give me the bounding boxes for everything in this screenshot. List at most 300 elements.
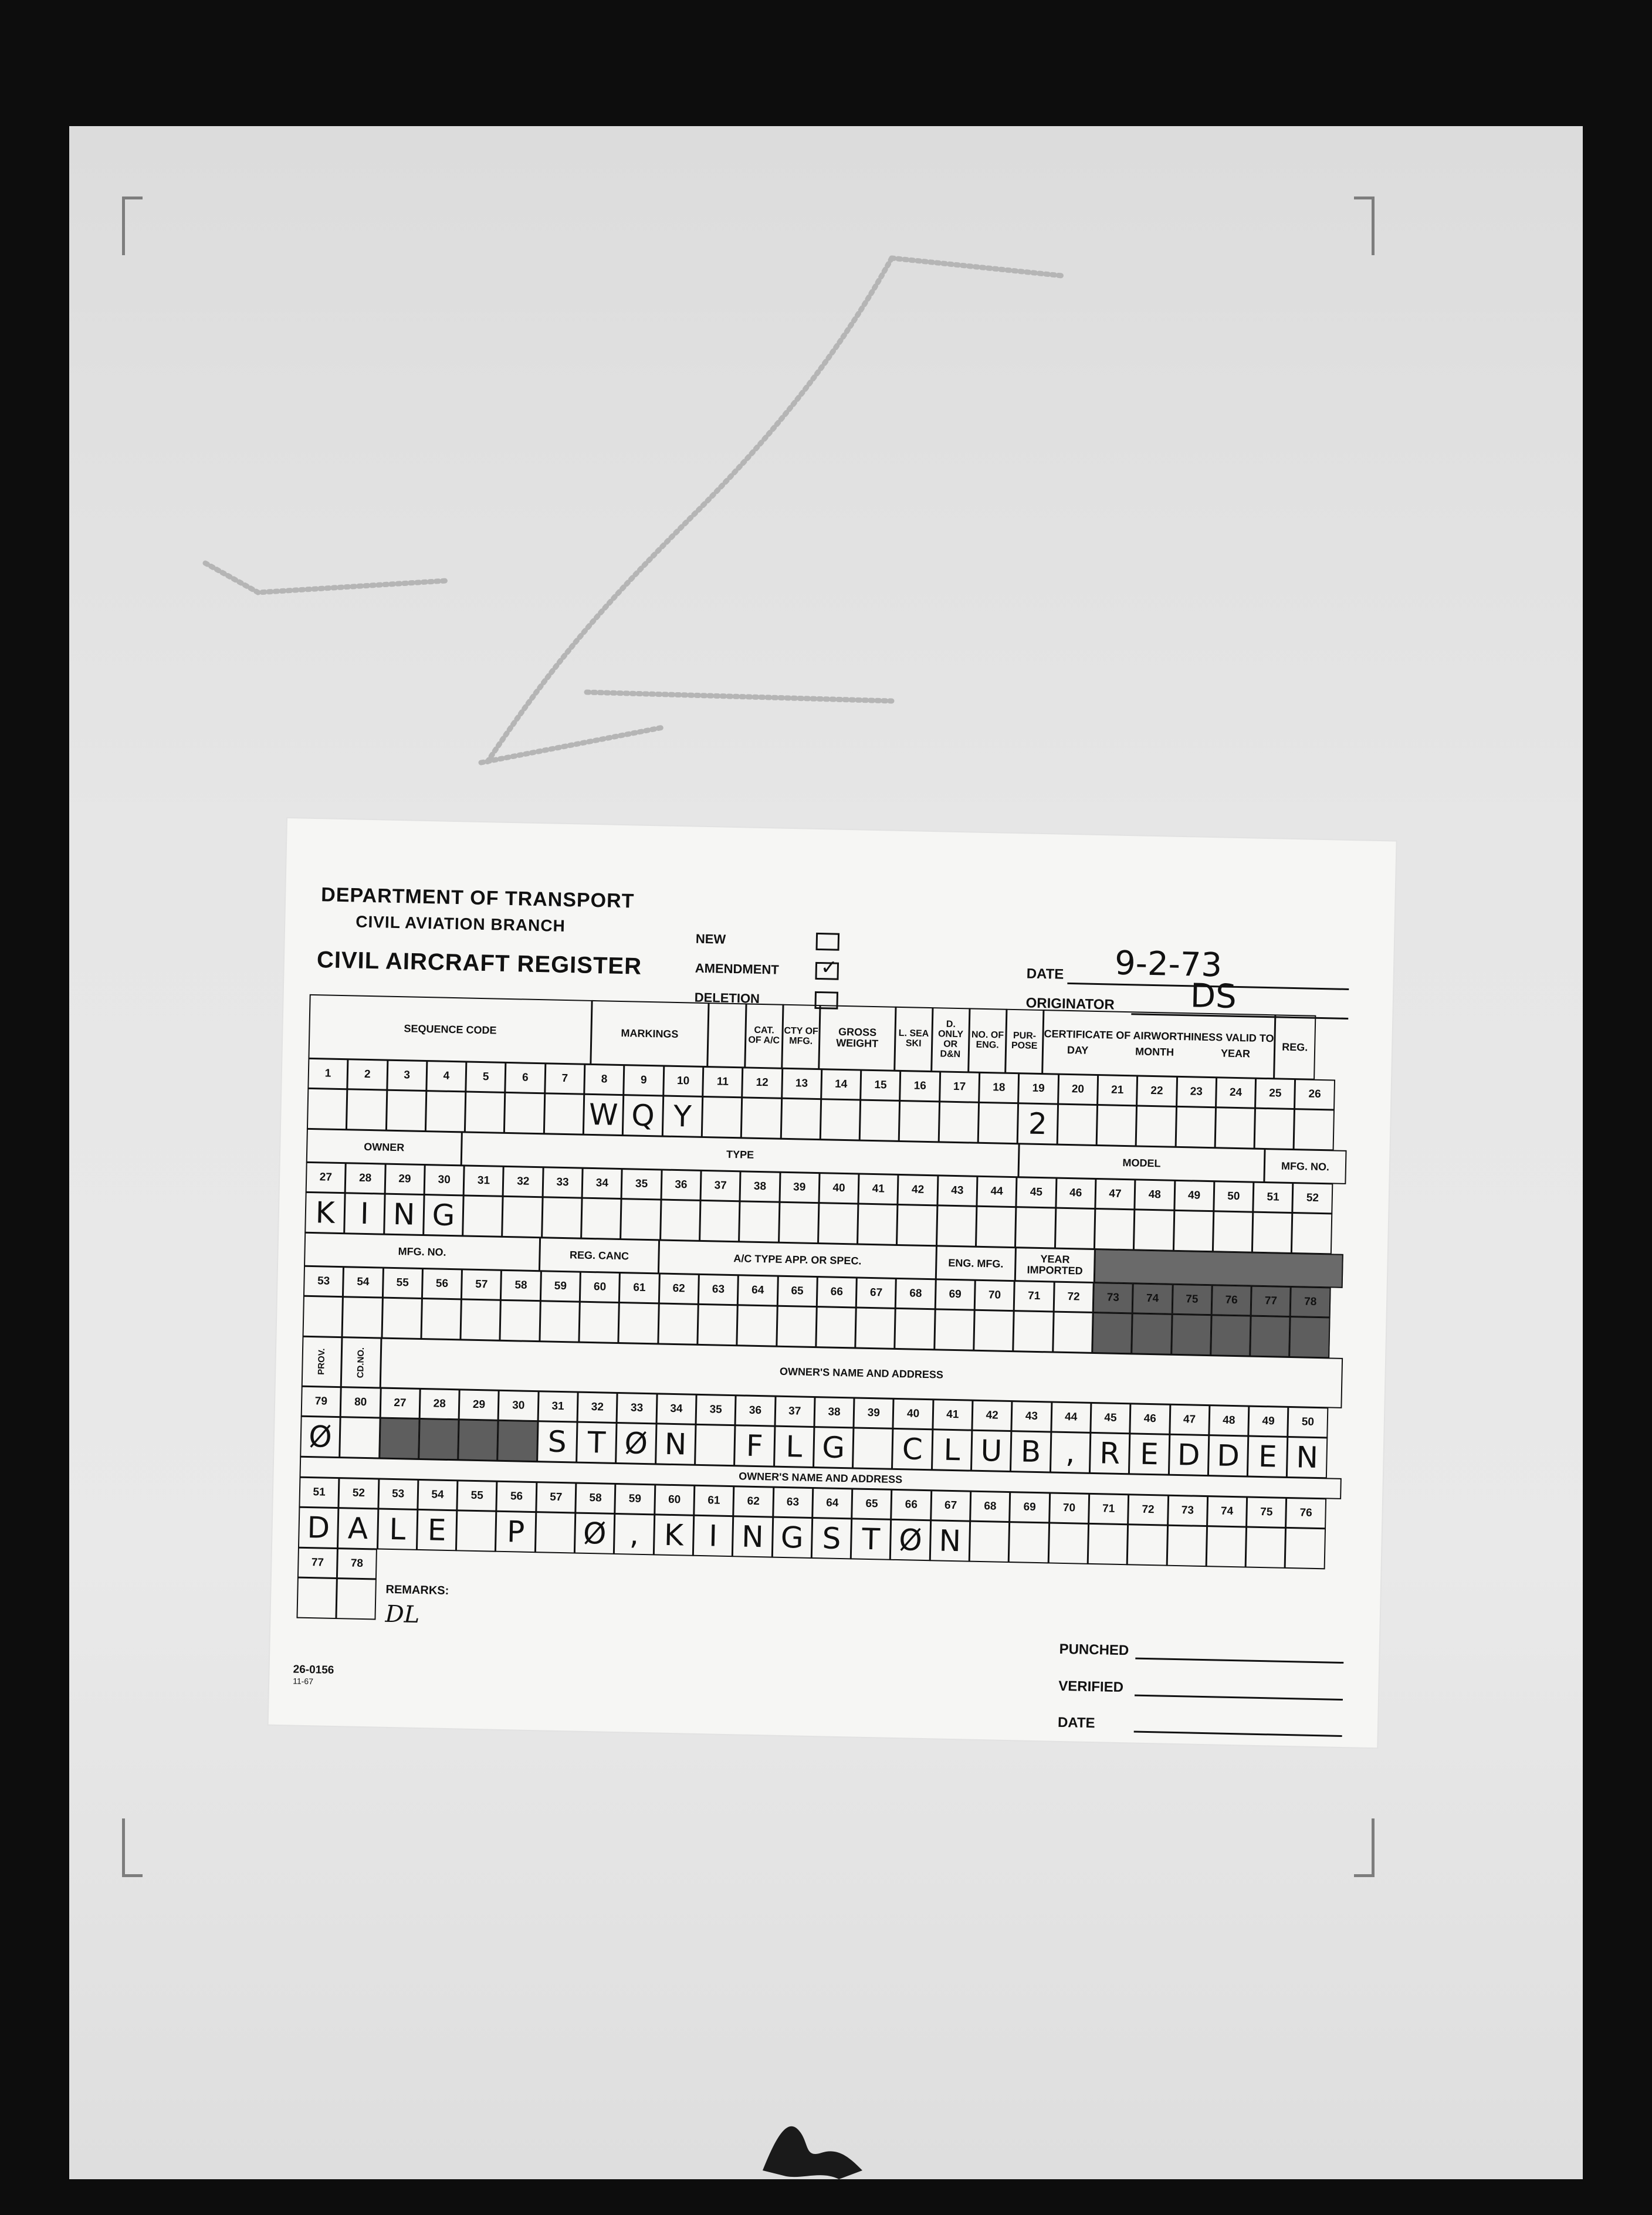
column-value-49[interactable] — [1173, 1210, 1214, 1252]
col11-header — [707, 1002, 746, 1068]
column-number-44: 44 — [1051, 1401, 1091, 1432]
register-title: CIVIL AIRCRAFT REGISTER — [316, 947, 642, 980]
column-number-30: 30 — [424, 1164, 464, 1195]
column-value-33[interactable] — [541, 1197, 583, 1238]
column-number-15: 15 — [860, 1070, 901, 1101]
column-number-68: 68 — [970, 1491, 1010, 1522]
reg-header: REG. — [1274, 1014, 1316, 1079]
card-no-label: CD.NO. — [356, 1347, 367, 1379]
column-number-67: 67 — [856, 1277, 896, 1308]
column-value-65[interactable]: T — [851, 1518, 892, 1560]
deletion-label: DELETION — [694, 990, 760, 1006]
column-number-31: 31 — [537, 1391, 578, 1422]
column-number-21: 21 — [1097, 1075, 1138, 1106]
column-number-33: 33 — [542, 1167, 583, 1198]
col78-number: 78 — [337, 1548, 377, 1579]
column-number-40: 40 — [893, 1398, 933, 1430]
column-number-61: 61 — [619, 1272, 659, 1303]
column-value-43[interactable]: B — [1010, 1431, 1051, 1472]
column-number-51: 51 — [1252, 1182, 1293, 1213]
column-value-54[interactable] — [342, 1296, 383, 1338]
column-number-38: 38 — [740, 1171, 780, 1202]
col78-value[interactable] — [336, 1578, 376, 1620]
column-number-39: 39 — [779, 1172, 820, 1203]
check-mark-icon: ✓ — [820, 956, 838, 979]
column-value-6[interactable] — [504, 1092, 545, 1134]
column-value-47[interactable] — [1094, 1208, 1135, 1250]
category-header: CAT. OF A/C — [744, 1003, 783, 1068]
column-value-51[interactable]: D — [298, 1507, 339, 1549]
column-value-45[interactable]: R — [1089, 1432, 1130, 1474]
column-number-49: 49 — [1174, 1180, 1214, 1211]
department-title: DEPARTMENT OF TRANSPORT — [320, 883, 635, 913]
column-number-29: 29 — [459, 1389, 499, 1420]
column-value-48[interactable] — [1133, 1209, 1174, 1251]
column-number-45: 45 — [1016, 1177, 1057, 1208]
column-value-70[interactable] — [1048, 1522, 1089, 1564]
column-number-53: 53 — [303, 1266, 344, 1297]
column-number-70: 70 — [974, 1280, 1015, 1311]
column-value-56[interactable] — [421, 1298, 462, 1340]
column-number-28: 28 — [419, 1388, 459, 1420]
column-number-48: 48 — [1208, 1405, 1249, 1436]
column-value-44[interactable]: , — [1050, 1431, 1091, 1473]
mfg-no-header: MFG. NO. — [1264, 1149, 1346, 1184]
column-value-21[interactable] — [1096, 1105, 1138, 1146]
column-number-67: 67 — [930, 1490, 971, 1521]
column-number-17: 17 — [939, 1071, 980, 1102]
column-number-52: 52 — [1292, 1183, 1333, 1214]
column-value-68[interactable] — [895, 1308, 936, 1350]
column-number-43: 43 — [937, 1175, 977, 1206]
column-value-72[interactable] — [1127, 1524, 1168, 1566]
column-number-25: 25 — [1255, 1078, 1295, 1109]
column-value-14[interactable] — [820, 1099, 861, 1140]
column-number-73: 73 — [1093, 1282, 1133, 1313]
column-value-68[interactable] — [969, 1521, 1010, 1563]
column-value-53[interactable]: L — [377, 1508, 418, 1550]
column-value-34[interactable]: N — [655, 1423, 696, 1465]
eng-mfg-header: ENG. MFG. — [936, 1245, 1016, 1281]
column-value-5[interactable] — [465, 1091, 506, 1133]
year-subheader: YEAR — [1220, 1047, 1251, 1060]
form-revision-text: 11-67 — [293, 1676, 314, 1686]
column-number-7: 7 — [544, 1063, 585, 1094]
column-value-53[interactable] — [302, 1296, 343, 1337]
new-label: NEW — [695, 931, 726, 947]
column-number-63: 63 — [698, 1274, 739, 1305]
column-number-70: 70 — [1049, 1492, 1089, 1523]
column-value-32[interactable]: T — [576, 1422, 617, 1464]
column-value-44[interactable] — [976, 1206, 1017, 1248]
column-number-34: 34 — [656, 1393, 696, 1424]
column-value-57[interactable] — [461, 1299, 502, 1340]
column-value-38[interactable] — [739, 1201, 780, 1242]
column-number-28: 28 — [345, 1163, 385, 1194]
column-value-24[interactable] — [1214, 1107, 1255, 1149]
engines-header: NO. OF ENG. — [968, 1008, 1007, 1073]
airworthiness-header — [1042, 1010, 1275, 1079]
column-value-10[interactable]: Y — [662, 1096, 703, 1137]
column-number-11: 11 — [702, 1066, 743, 1098]
column-value-59[interactable] — [539, 1300, 580, 1342]
column-value-2[interactable] — [346, 1089, 387, 1130]
column-number-54: 54 — [343, 1266, 383, 1298]
column-value-26[interactable] — [1294, 1109, 1335, 1150]
originator-label: ORIGINATOR — [1025, 995, 1115, 1013]
column-value-58[interactable]: Ø — [574, 1513, 615, 1554]
column-number-22: 22 — [1136, 1075, 1177, 1106]
amendment-label: AMENDMENT — [695, 960, 780, 977]
column-number-48: 48 — [1135, 1179, 1175, 1210]
column-value-29[interactable] — [458, 1419, 499, 1461]
amendment-checkbox[interactable] — [815, 956, 839, 980]
column-value-28[interactable]: I — [344, 1193, 385, 1234]
owner-name-address-header-2: OWNER'S NAME AND ADDRESS — [299, 1457, 1341, 1499]
year-imported-header: YEAR IMPORTED — [1015, 1247, 1095, 1283]
column-value-46[interactable] — [1055, 1208, 1096, 1249]
column-number-35: 35 — [695, 1394, 736, 1425]
column-number-61: 61 — [693, 1485, 734, 1516]
column-number-31: 31 — [463, 1165, 504, 1196]
column-number-9: 9 — [624, 1065, 664, 1096]
column-number-64: 64 — [737, 1275, 778, 1306]
column-number-50: 50 — [1213, 1181, 1254, 1212]
column-value-3[interactable] — [385, 1090, 426, 1132]
originator-value: DS — [1190, 977, 1237, 1016]
column-value-80[interactable] — [339, 1417, 380, 1458]
column-number-51: 51 — [299, 1477, 339, 1508]
column-number-76: 76 — [1285, 1498, 1326, 1529]
column-value-60[interactable] — [578, 1302, 620, 1343]
column-value-71[interactable] — [1088, 1523, 1129, 1565]
column-value-74[interactable] — [1206, 1526, 1247, 1567]
column-value-75[interactable] — [1171, 1314, 1212, 1356]
column-value-67[interactable]: N — [929, 1520, 970, 1562]
column-value-23[interactable] — [1175, 1106, 1216, 1148]
column-number-38: 38 — [814, 1397, 854, 1428]
model-header: MODEL — [1018, 1143, 1265, 1183]
column-value-66[interactable]: Ø — [890, 1519, 931, 1561]
column-value-49[interactable]: E — [1247, 1436, 1288, 1478]
date-value: 9-2-73 — [1114, 944, 1223, 985]
column-number-14: 14 — [821, 1069, 861, 1100]
column-value-46[interactable]: E — [1129, 1433, 1170, 1475]
column-value-71[interactable] — [1013, 1310, 1054, 1352]
column-number-57: 57 — [461, 1269, 502, 1300]
column-value-74[interactable] — [1131, 1313, 1172, 1354]
column-number-43: 43 — [1011, 1401, 1052, 1432]
column-number-49: 49 — [1248, 1406, 1288, 1437]
sea-ski-header: L. SEA SKI — [894, 1007, 933, 1072]
card-no-header — [341, 1337, 382, 1388]
column-number-78: 78 — [1290, 1286, 1331, 1318]
column-number-62: 62 — [733, 1486, 774, 1517]
column-number-36: 36 — [735, 1395, 776, 1426]
airworthiness-title: CERTIFICATE OF AIRWORTHINESS VALID TO — [1044, 1028, 1274, 1045]
column-value-12[interactable] — [741, 1097, 782, 1139]
column-number-53: 53 — [378, 1478, 418, 1509]
column-number-32: 32 — [577, 1392, 618, 1423]
column-value-30[interactable] — [497, 1420, 539, 1462]
column-number-19: 19 — [1018, 1073, 1058, 1104]
column-number-2: 2 — [347, 1059, 388, 1090]
column-value-42[interactable] — [896, 1204, 937, 1246]
type-header: TYPE — [461, 1132, 1020, 1177]
column-number-54: 54 — [417, 1479, 458, 1510]
column-number-77: 77 — [1251, 1286, 1291, 1317]
column-value-62[interactable] — [658, 1303, 699, 1344]
column-value-32[interactable] — [502, 1196, 543, 1238]
column-value-50[interactable] — [1213, 1211, 1254, 1252]
date-label: DATE — [1026, 966, 1064, 983]
column-value-30[interactable]: G — [423, 1194, 464, 1236]
column-value-1[interactable] — [307, 1088, 348, 1130]
col77-value[interactable] — [296, 1577, 337, 1619]
column-number-62: 62 — [658, 1273, 699, 1304]
column-value-33[interactable]: Ø — [615, 1423, 656, 1464]
column-value-42[interactable]: U — [971, 1430, 1012, 1472]
column-value-63[interactable]: G — [771, 1517, 813, 1559]
markings-header: MARKINGS — [590, 1000, 709, 1067]
column-value-37[interactable] — [699, 1200, 740, 1242]
column-value-40[interactable]: C — [892, 1428, 933, 1470]
column-value-54[interactable]: E — [417, 1509, 458, 1551]
column-value-37[interactable]: L — [774, 1426, 815, 1468]
column-value-18[interactable] — [978, 1102, 1019, 1144]
day-subheader: DAY — [1067, 1044, 1089, 1056]
column-value-47[interactable]: D — [1168, 1434, 1209, 1476]
form-number-text: 26-0156 — [293, 1663, 334, 1677]
column-number-20: 20 — [1058, 1074, 1098, 1105]
column-number-34: 34 — [582, 1168, 622, 1199]
ink-blot — [751, 2106, 874, 2182]
column-number-29: 29 — [384, 1164, 425, 1195]
type-approval-header: A/C TYPE APP. OR SPEC. — [658, 1239, 937, 1279]
column-number-57: 57 — [536, 1482, 576, 1513]
column-number-39: 39 — [854, 1397, 894, 1428]
col77-number: 77 — [297, 1547, 338, 1579]
column-value-38[interactable]: G — [813, 1427, 854, 1468]
column-value-73[interactable] — [1092, 1312, 1133, 1354]
verified-label: VERIFIED — [1058, 1678, 1124, 1696]
column-value-79[interactable]: Ø — [300, 1416, 341, 1458]
column-number-41: 41 — [858, 1174, 899, 1205]
column-number-80: 80 — [340, 1387, 381, 1418]
column-value-7[interactable] — [544, 1093, 585, 1134]
column-value-75[interactable] — [1245, 1526, 1287, 1568]
column-value-65[interactable] — [776, 1306, 817, 1347]
column-number-27: 27 — [380, 1388, 420, 1419]
initials-signature: DL — [385, 1600, 420, 1629]
column-number-41: 41 — [932, 1399, 973, 1430]
column-number-74: 74 — [1207, 1496, 1247, 1527]
column-value-19[interactable]: 2 — [1017, 1103, 1058, 1144]
column-number-37: 37 — [700, 1170, 740, 1201]
column-value-73[interactable] — [1166, 1525, 1207, 1567]
month-subheader: MONTH — [1135, 1045, 1174, 1058]
column-value-11[interactable] — [702, 1096, 743, 1138]
column-number-1: 1 — [307, 1058, 348, 1089]
shaded-block — [1094, 1249, 1343, 1288]
column-value-27[interactable] — [379, 1418, 420, 1459]
column-number-46: 46 — [1130, 1403, 1170, 1434]
column-number-6: 6 — [505, 1062, 546, 1093]
column-value-63[interactable] — [697, 1304, 738, 1346]
column-value-17[interactable] — [938, 1101, 979, 1143]
column-number-40: 40 — [818, 1173, 859, 1204]
column-number-50: 50 — [1288, 1407, 1328, 1438]
column-value-50[interactable]: N — [1287, 1437, 1328, 1478]
reg-canc-header: REG. CANC — [539, 1237, 659, 1274]
column-number-56: 56 — [496, 1481, 537, 1512]
column-value-36[interactable] — [660, 1199, 701, 1241]
column-number-71: 71 — [1014, 1281, 1054, 1312]
column-number-75: 75 — [1246, 1497, 1287, 1528]
column-number-23: 23 — [1176, 1076, 1217, 1108]
column-number-58: 58 — [500, 1270, 541, 1301]
column-value-57[interactable] — [535, 1512, 576, 1553]
column-value-25[interactable] — [1254, 1108, 1295, 1150]
country-header: CTY OF MFG. — [781, 1004, 820, 1069]
column-value-48[interactable]: D — [1208, 1435, 1249, 1476]
column-value-31[interactable]: S — [537, 1421, 578, 1462]
column-number-35: 35 — [621, 1169, 662, 1200]
column-number-64: 64 — [812, 1488, 852, 1519]
owner-header: OWNER — [306, 1129, 462, 1166]
column-value-8[interactable]: W — [583, 1094, 624, 1136]
column-number-79: 79 — [301, 1386, 341, 1417]
column-value-29[interactable]: N — [384, 1194, 425, 1235]
column-number-47: 47 — [1095, 1178, 1135, 1210]
column-value-41[interactable]: L — [932, 1429, 973, 1471]
verified-underline — [1135, 1695, 1343, 1701]
column-value-39[interactable] — [778, 1202, 820, 1244]
column-value-52[interactable]: A — [337, 1508, 378, 1549]
new-checkbox[interactable] — [815, 933, 839, 951]
column-number-58: 58 — [575, 1483, 615, 1514]
civil-aircraft-register-card — [269, 818, 1396, 1747]
column-value-35[interactable] — [620, 1198, 661, 1240]
column-value-69[interactable] — [934, 1309, 975, 1350]
day-night-header: D. ONLY OR D&N — [931, 1007, 970, 1072]
column-number-8: 8 — [584, 1064, 624, 1095]
column-number-36: 36 — [661, 1169, 701, 1200]
column-value-45[interactable] — [1015, 1207, 1056, 1248]
column-number-59: 59 — [615, 1484, 655, 1515]
column-value-35[interactable] — [695, 1424, 736, 1466]
column-number-18: 18 — [979, 1072, 1019, 1103]
punched-label: PUNCHED — [1059, 1641, 1129, 1659]
column-value-78[interactable] — [1289, 1316, 1331, 1358]
column-value-4[interactable] — [425, 1090, 466, 1132]
column-number-16: 16 — [900, 1071, 940, 1102]
column-number-52: 52 — [338, 1478, 379, 1509]
gross-weight-header: GROSS WEIGHT — [818, 1005, 896, 1071]
form-number — [293, 1664, 334, 1686]
column-value-15[interactable] — [859, 1100, 901, 1142]
column-value-13[interactable] — [780, 1098, 821, 1140]
branch-title: CIVIL AVIATION BRANCH — [356, 912, 566, 935]
owner-name-address-header: OWNER'S NAME AND ADDRESS — [380, 1338, 1343, 1408]
column-value-28[interactable] — [418, 1418, 459, 1460]
footer-date-label: DATE — [1057, 1714, 1095, 1732]
column-number-76: 76 — [1211, 1285, 1251, 1316]
column-value-52[interactable] — [1291, 1213, 1332, 1254]
register-grid — [297, 995, 1351, 1640]
column-number-44: 44 — [976, 1176, 1017, 1207]
column-number-37: 37 — [774, 1396, 815, 1427]
column-value-51[interactable] — [1252, 1212, 1293, 1254]
column-number-72: 72 — [1053, 1282, 1094, 1313]
column-number-3: 3 — [387, 1060, 427, 1091]
column-number-42: 42 — [971, 1400, 1012, 1431]
column-value-66[interactable] — [815, 1306, 857, 1348]
column-number-60: 60 — [654, 1484, 695, 1515]
column-value-55[interactable] — [456, 1510, 497, 1552]
column-value-62[interactable]: N — [732, 1516, 773, 1557]
column-value-61[interactable] — [618, 1302, 659, 1344]
prov-header — [302, 1336, 343, 1387]
sequence-code-header: SEQUENCE CODE — [308, 994, 592, 1065]
column-value-56[interactable]: P — [495, 1511, 536, 1553]
column-number-69: 69 — [1009, 1492, 1050, 1523]
column-number-66: 66 — [891, 1489, 932, 1520]
column-value-9[interactable]: Q — [622, 1095, 663, 1136]
purpose-header: PUR-POSE — [1005, 1009, 1044, 1074]
column-number-60: 60 — [580, 1272, 620, 1303]
remarks-label: REMARKS: — [385, 1583, 449, 1598]
column-value-59[interactable]: , — [614, 1513, 655, 1555]
column-number-72: 72 — [1128, 1494, 1168, 1525]
column-number-55: 55 — [457, 1480, 497, 1511]
column-value-22[interactable] — [1136, 1105, 1177, 1147]
column-number-5: 5 — [465, 1061, 506, 1092]
column-value-70[interactable] — [973, 1310, 1014, 1352]
column-value-72[interactable] — [1052, 1312, 1094, 1353]
column-value-39[interactable] — [852, 1427, 893, 1469]
column-value-64[interactable] — [737, 1305, 778, 1346]
column-value-77[interactable] — [1250, 1316, 1291, 1357]
column-number-10: 10 — [663, 1066, 703, 1097]
column-value-76[interactable] — [1210, 1315, 1251, 1356]
column-value-55[interactable] — [381, 1298, 422, 1339]
column-value-41[interactable] — [857, 1204, 898, 1245]
column-value-40[interactable] — [818, 1203, 859, 1244]
column-value-69[interactable] — [1008, 1522, 1050, 1563]
column-value-36[interactable]: F — [734, 1425, 775, 1466]
column-number-75: 75 — [1172, 1284, 1212, 1315]
column-value-34[interactable] — [581, 1198, 622, 1239]
column-number-59: 59 — [540, 1271, 581, 1302]
column-number-27: 27 — [306, 1162, 346, 1193]
column-value-61[interactable]: I — [693, 1515, 734, 1557]
column-value-16[interactable] — [899, 1100, 940, 1142]
column-number-26: 26 — [1294, 1079, 1335, 1110]
column-value-60[interactable]: K — [653, 1514, 694, 1556]
column-value-58[interactable] — [500, 1300, 541, 1342]
column-number-65: 65 — [777, 1276, 817, 1307]
column-value-20[interactable] — [1057, 1104, 1098, 1146]
airworthiness-subheaders — [1044, 1044, 1274, 1060]
column-value-31[interactable] — [462, 1195, 503, 1237]
column-number-71: 71 — [1088, 1493, 1129, 1525]
column-value-64[interactable]: S — [811, 1518, 852, 1559]
column-value-76[interactable] — [1285, 1528, 1326, 1569]
column-value-67[interactable] — [855, 1307, 896, 1349]
column-value-43[interactable] — [936, 1205, 977, 1247]
column-value-27[interactable]: K — [304, 1192, 346, 1234]
